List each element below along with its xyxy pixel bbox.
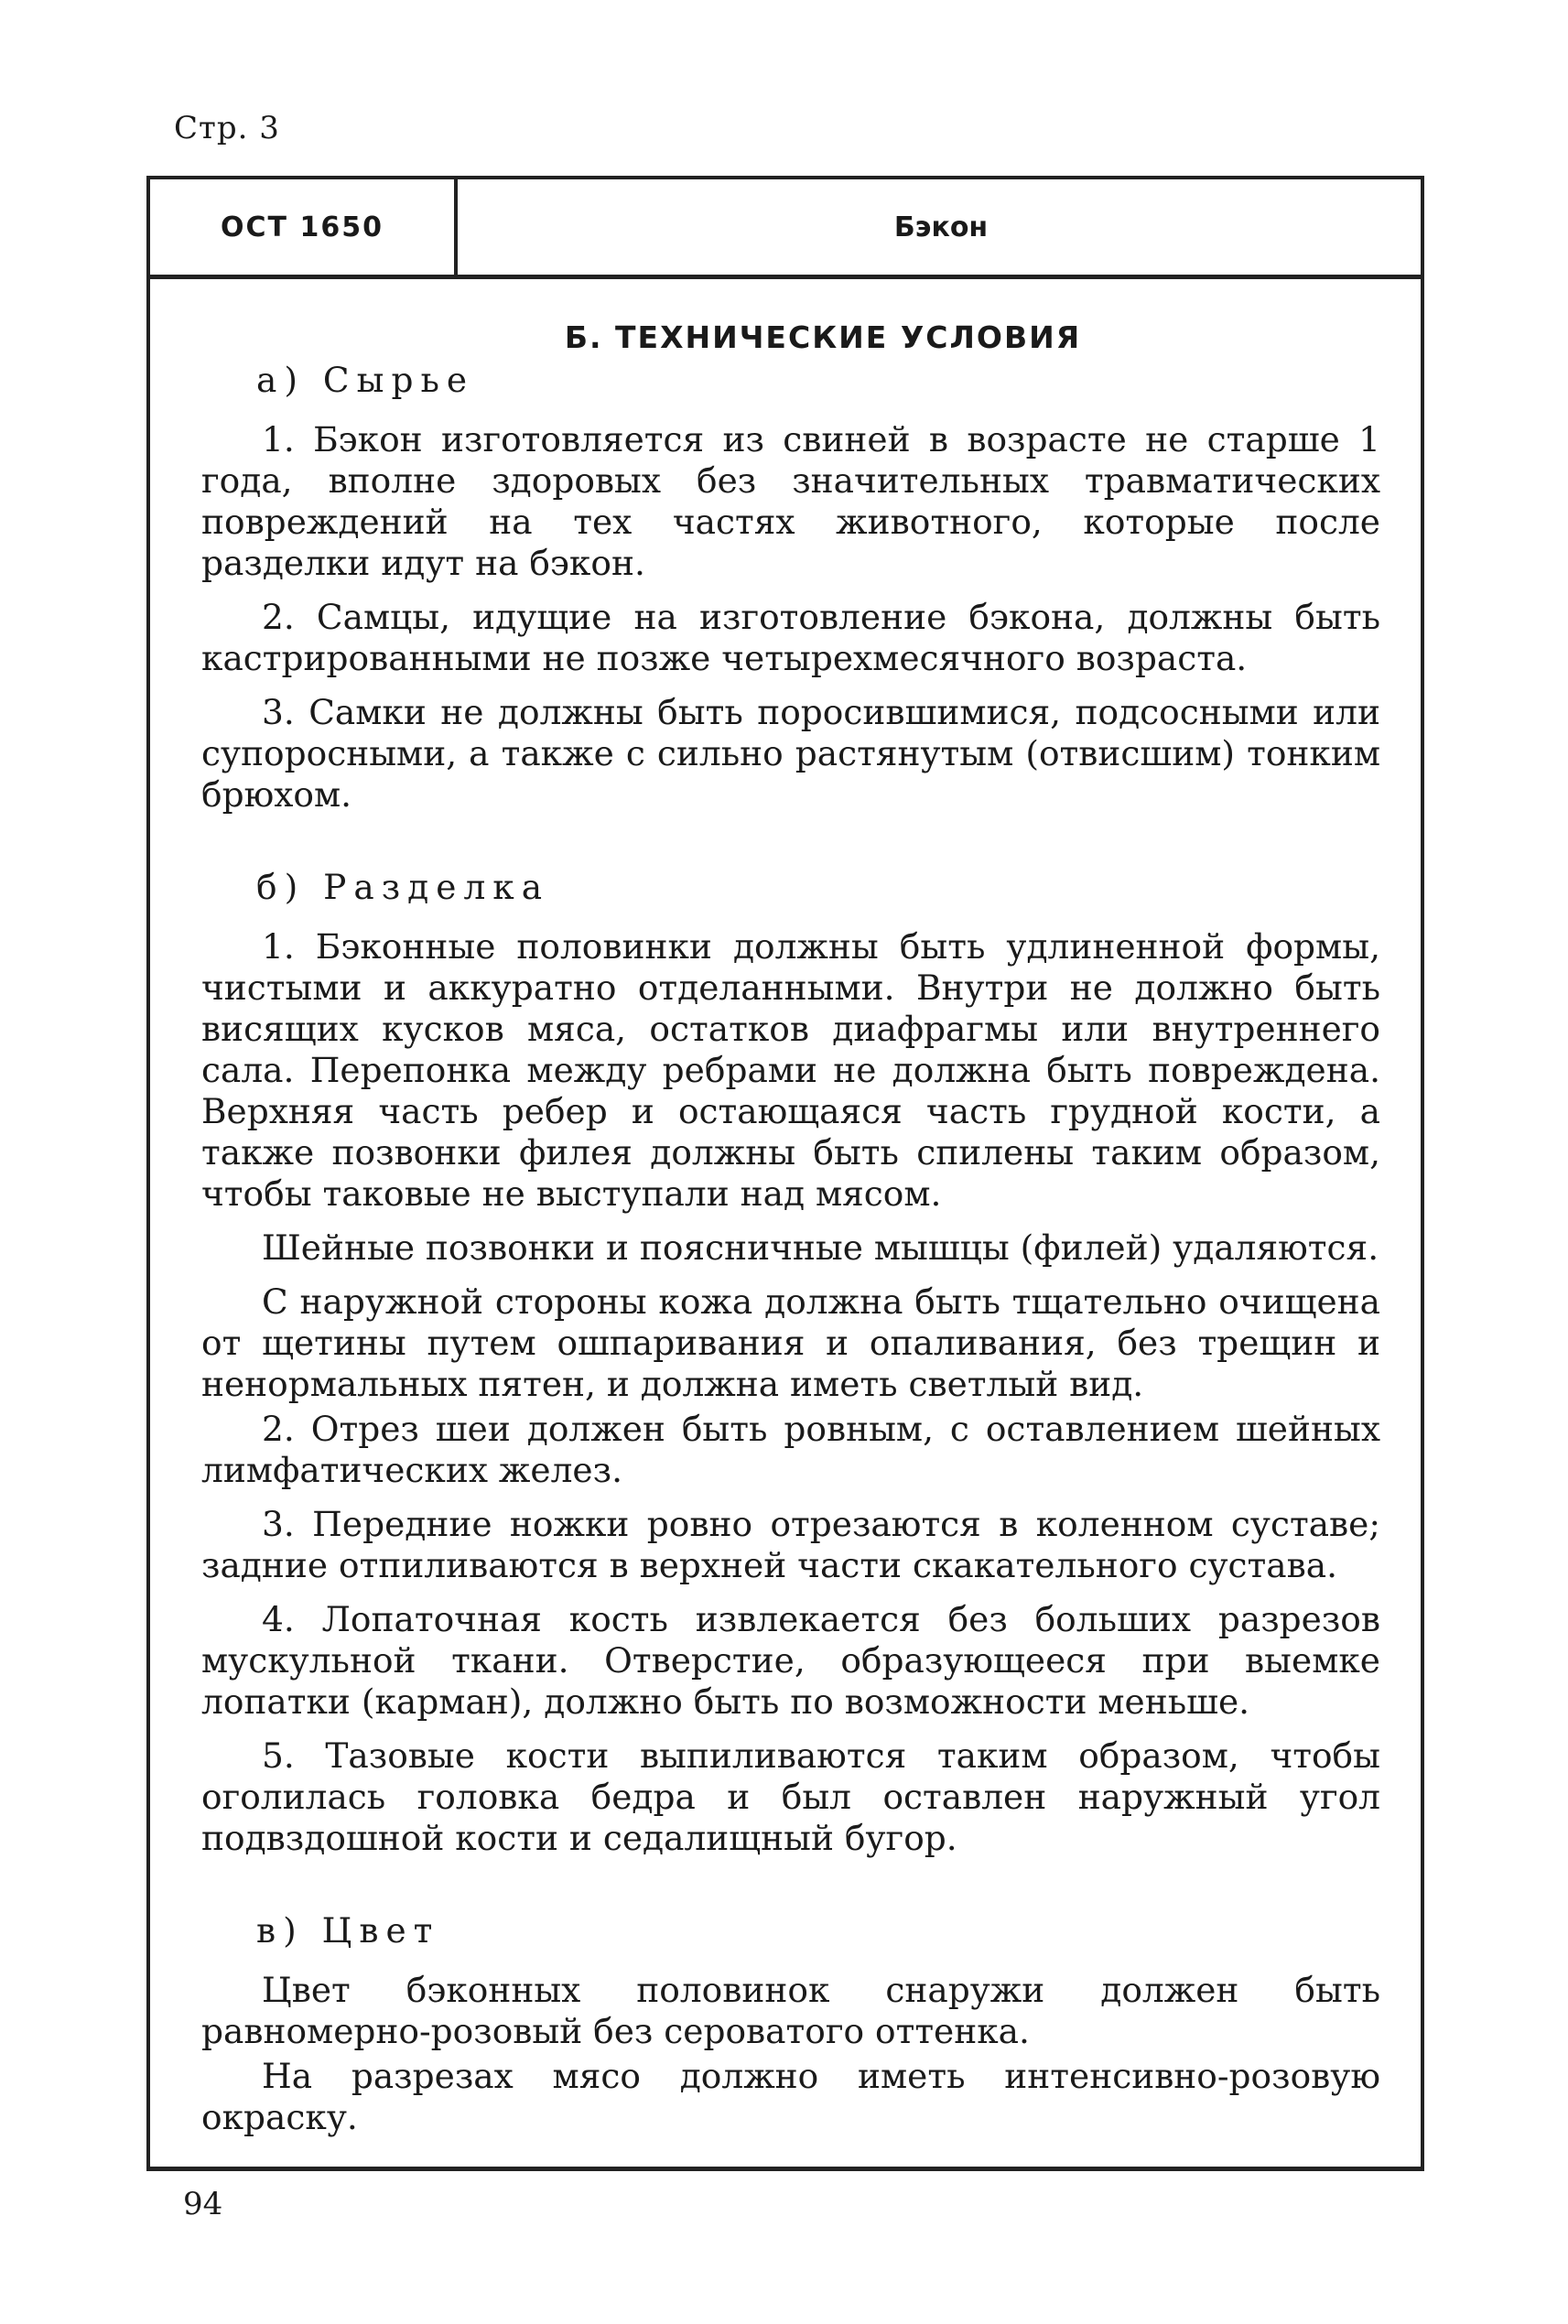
content (201, 317, 1380, 2151)
raw-paragraph: 1. Бэкон изготовляется из свиней в возрасте не старше 1 года, вполне здоровых без значительных травматических повреждений на тех частях животного, которые после разделки идут на бэкон. (201, 419, 1380, 583)
cutting-paragraph: 4. Лопаточная кость извлекается без больших разрезов мускульной ткани. Отверстие, образующееся при выемке лопатки (карман), должно быть по возможности меньше. (201, 1599, 1380, 1722)
cutting-paragraph: Шейные позвонки и поясничные мышцы (филей) удаляются. (262, 1227, 1379, 1268)
raw-paragraph: 3. Самки не должны быть поросившимися, подсосными или супоросными, а также с сильно растянутым (отвисшим) тонким брюхом. (201, 692, 1380, 815)
color-paragraph: На разрезах мясо должно иметь интенсивно-розовую окраску. (201, 2056, 1380, 2137)
section-title: Б. ТЕХНИЧЕСКИЕ УСЛОВИЯ (564, 319, 1082, 355)
subsection-color-heading: в) Цвет (256, 1910, 440, 1951)
document-title: Бэкон (893, 211, 989, 243)
cutting-paragraph: С наружной стороны кожа должна быть тщательно очищена от щетины путем ошпаривания и опаливания, без трещин и ненормальных пятен, и должна иметь светлый вид. (201, 1281, 1380, 1404)
page-number: 94 (183, 2186, 223, 2222)
subsection-raw-heading: а) Сырье (256, 360, 475, 400)
cutting-paragraph: 1. Бэконные половинки должны быть удлиненной формы, чистыми и аккуратно отделанными. Внутри не должно быть висящих кусков мяса, остатков диафрагмы или внутреннего сала. Перепонка между ребрами не должна быть повреждена. Верхняя часть ребер и остающаяся часть грудной кости, а также позвонки филея должны быть спилены таким образом, чтобы таковые не выступали над мясом. (201, 926, 1380, 1214)
cutting-paragraph: 3. Передние ножки ровно отрезаются в коленном суставе; задние отпиливаются в верхней части скакательного сустава. (201, 1504, 1380, 1585)
cutting-paragraph: 2. Отрез шеи должен быть ровным, с оставлением шейных лимфатических желез. (201, 1409, 1380, 1490)
header-row (150, 179, 1421, 279)
cutting-paragraph: 5. Тазовые кости выпиливаются таким образом, чтобы оголилась головка бедра и был оставлен наружный угол подвздошной кости и седалищный бугор. (201, 1735, 1380, 1858)
document-frame (146, 176, 1424, 2171)
subsection-cutting-heading: б) Разделка (256, 867, 550, 907)
color-paragraph: Цвет бэконных половинок снаружи должен быть равномерно-розовый без сероватого оттенка. (201, 1970, 1380, 2051)
raw-paragraph: 2. Самцы, идущие на изготовление бэкона, должны быть кастрированными не позже четырехмесячного возраста. (201, 597, 1380, 678)
page-label: Стр. 3 (174, 110, 280, 146)
standard-number: ОСТ 1650 (150, 179, 458, 275)
